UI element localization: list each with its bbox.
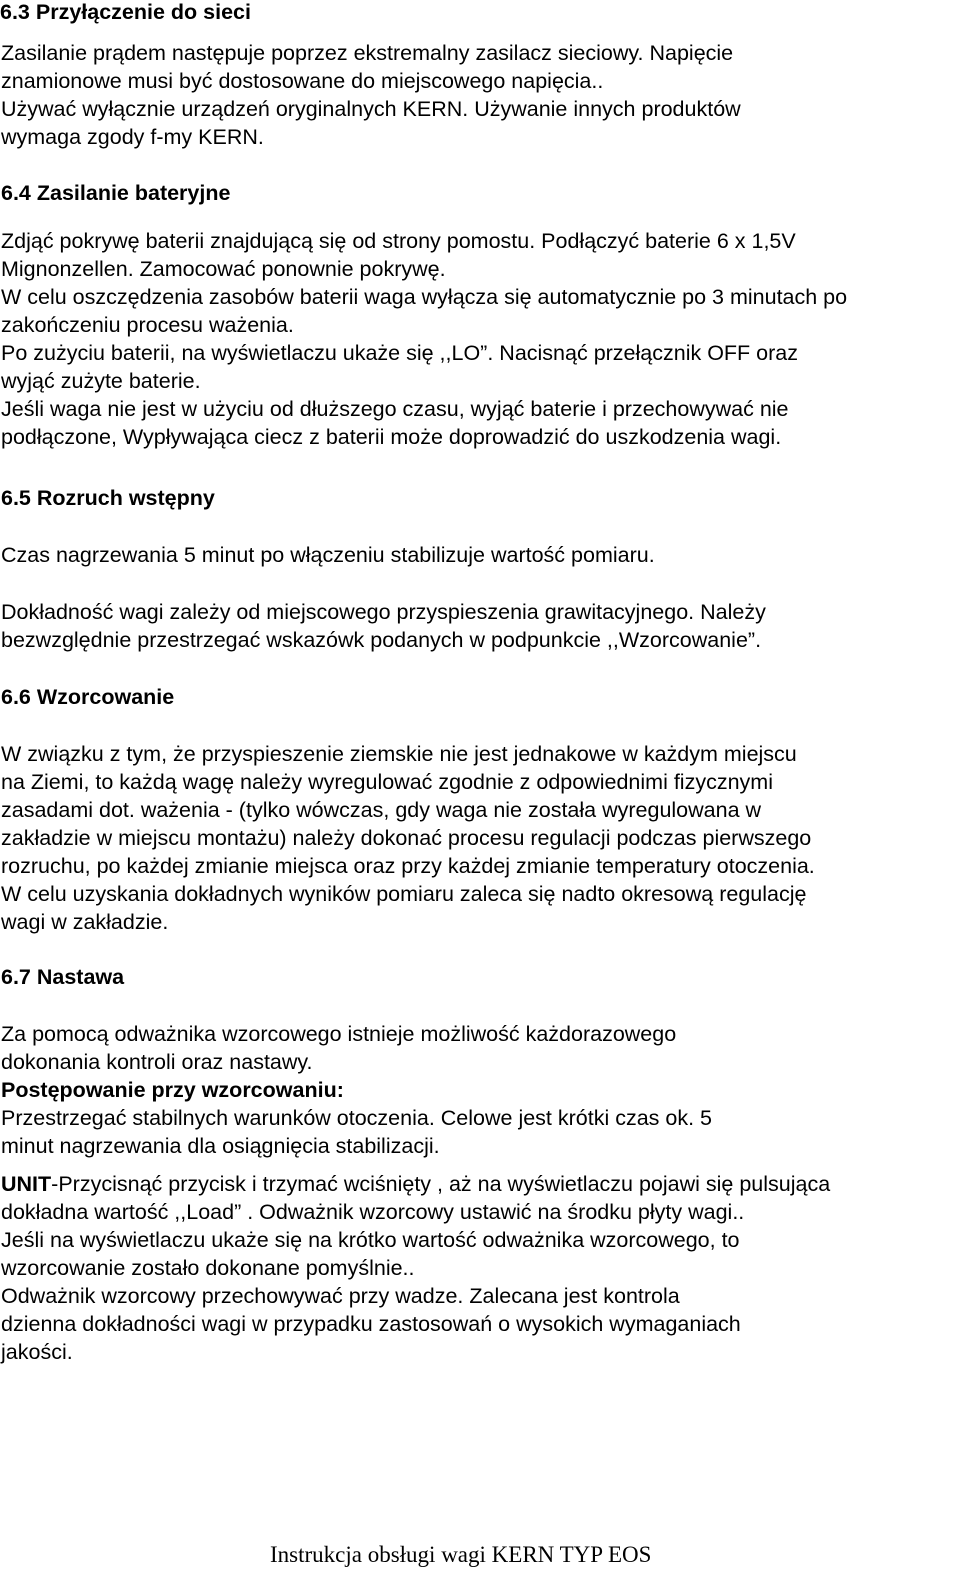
section-6-5-para-2 xyxy=(1,598,766,654)
body-line: wyjąć zużyte baterie. xyxy=(1,369,201,393)
unit-key-label: UNIT xyxy=(1,1172,52,1196)
body-line: jakości. xyxy=(1,1340,73,1364)
body-line: Używać wyłącznie urządzeń oryginalnych KERN. Używanie innych produktów xyxy=(1,97,741,121)
body-line: Jeśli na wyświetlaczu ukaże się na krótko wartość odważnika wzorcowego, to xyxy=(1,1228,740,1252)
unit-line xyxy=(1,1170,830,1198)
body-line: zakończeniu procesu ważenia. xyxy=(1,313,294,337)
section-6-5-para-1 xyxy=(1,541,655,569)
body-line: wzorcowanie zostało dokonane pomyślnie.. xyxy=(1,1256,415,1280)
body-line: bezwzględnie przestrzegać wskazówk podanych w podpunkcie ,,Wzorcowanie”. xyxy=(1,628,762,652)
body-line: Przestrzegać stabilnych warunków otoczenia. Celowe jest krótki czas ok. 5 xyxy=(1,1106,713,1130)
body-line: na Ziemi, to każdą wagę należy wyregulować zgodnie z odpowiednimi fizycznymi xyxy=(1,770,773,794)
section-heading-6-7: 6.7 Nastawa xyxy=(1,965,125,989)
body-line: dokonania kontroli oraz nastawy. xyxy=(1,1050,313,1074)
body-line: rozruchu, po każdej zmianie miejsca oraz przy każdej zmianie temperatury otoczenia. xyxy=(1,854,815,878)
body-line: Zasilanie prądem następuje poprzez ekstremalny zasilacz sieciowy. Napięcie xyxy=(1,41,734,65)
page-footer: Instrukcja obsługi wagi KERN TYP EOS xyxy=(270,1542,652,1567)
body-line: minut nagrzewania dla osiągnięcia stabilizacji. xyxy=(1,1134,440,1158)
section-6-6-body xyxy=(1,740,815,936)
body-line: Dokładność wagi zależy od miejscowego przyspieszenia grawitacyjnego. Należy xyxy=(1,600,766,624)
section-6-4-body xyxy=(1,227,847,451)
section-6-3-body xyxy=(1,39,741,151)
procedure-body xyxy=(1,1104,712,1160)
body-line: dzienna dokładności wagi w przypadku zastosowań o wysokich wymaganiach xyxy=(1,1312,741,1336)
body-line: dokładna wartość ,,Load” . Odważnik wzorcowy ustawić na środku płyty wagi.. xyxy=(1,1200,745,1224)
body-line: zasadami dot. ważenia - (tylko wówczas, gdy waga nie została wyregulowana w xyxy=(1,798,762,822)
body-line: Mignonzellen. Zamocować ponownie pokrywę. xyxy=(1,257,446,281)
body-line: Jeśli waga nie jest w użyciu od dłuższego czasu, wyjąć baterie i przechowywać nie xyxy=(1,397,789,421)
body-line: podłączone, Wypływająca ciecz z baterii może doprowadzić do uszkodzenia wagi. xyxy=(1,425,782,449)
body-line: W związku z tym, że przyspieszenie ziemskie nie jest jednakowe w każdym miejscu xyxy=(1,742,797,766)
body-line: wagi w zakładzie. xyxy=(1,910,169,934)
body-line: Zdjąć pokrywę baterii znajdującą się od strony pomostu. Podłączyć baterie 6 x 1,5V xyxy=(1,229,796,253)
body-line: znamionowe musi być dostosowane do miejscowego napięcia.. xyxy=(1,69,604,93)
procedure-title: Postępowanie przy wzorcowaniu: xyxy=(1,1078,344,1102)
section-6-7-intro xyxy=(1,1020,676,1076)
body-line: W celu oszczędzenia zasobów baterii waga wyłącza się automatycznie po 3 minutach po xyxy=(1,285,848,309)
body-line: W celu uzyskania dokładnych wyników pomiaru zaleca się nadto okresową regulację xyxy=(1,882,807,906)
body-line: Za pomocą odważnika wzorcowego istnieje możliwość każdorazowego xyxy=(1,1022,677,1046)
section-heading-6-6: 6.6 Wzorcowanie xyxy=(1,685,175,709)
body-line: Czas nagrzewania 5 minut po włączeniu stabilizuje wartość pomiaru. xyxy=(1,543,655,567)
section-heading-6-5: 6.5 Rozruch wstępny xyxy=(1,486,215,510)
body-line: Odważnik wzorcowy przechowywać przy wadze. Zalecana jest kontrola xyxy=(1,1284,680,1308)
body-line: wymaga zgody f-my KERN. xyxy=(1,125,264,149)
body-line: zakładzie w miejscu montażu) należy dokonać procesu regulacji podczas pierwszego xyxy=(1,826,812,850)
body-line: Po zużyciu baterii, na wyświetlaczu ukaże się ,,LO”. Nacisnąć przełącznik OFF oraz xyxy=(1,341,798,365)
section-heading-6-3: 6.3 Przyłączenie do sieci xyxy=(0,0,251,24)
unit-line-text: -Przycisnąć przycisk i trzymać wciśnięty , aż na wyświetlaczu pojawi się pulsująca xyxy=(51,1172,831,1196)
section-heading-6-4: 6.4 Zasilanie bateryjne xyxy=(1,181,231,205)
unit-instructions xyxy=(1,1170,830,1366)
